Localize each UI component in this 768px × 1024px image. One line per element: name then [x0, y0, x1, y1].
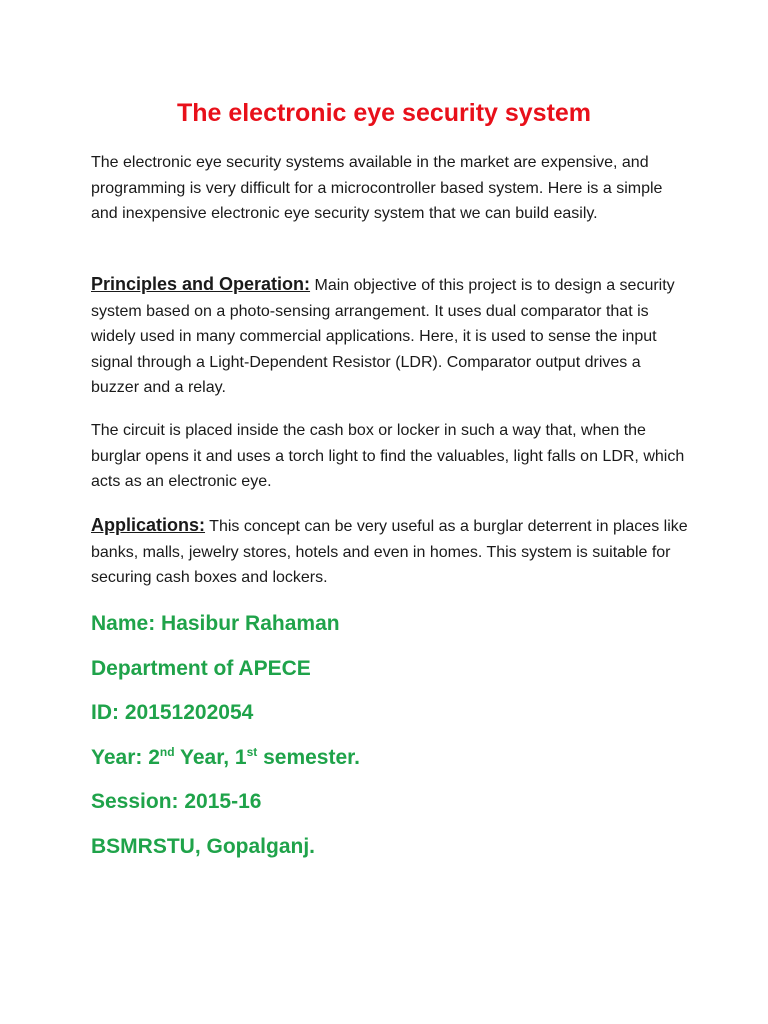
author-session: Session: 2015-16	[91, 790, 262, 813]
year-ordinal-1: nd	[159, 745, 175, 759]
principles-paragraph	[91, 272, 691, 401]
year-ordinal-2: st	[246, 745, 258, 759]
circuit-paragraph: The circuit is placed inside the cash box or locker in such a way that, when the burglar opens it and uses a torch light to find the valuables, light falls on LDR, which acts as an electronic eye.	[91, 422, 685, 490]
author-id: ID: 20151202054	[91, 701, 254, 724]
author-institution: BSMRSTU, Gopalganj.	[91, 835, 316, 858]
author-department: Department of APECE	[91, 657, 311, 680]
author-name: Name: Hasibur Rahaman	[91, 612, 340, 635]
applications-text: This concept can be very useful as a burglar deterrent in places like banks, malls, jewelry stores, hotels and even in homes. This system is suitable for securing cash boxes and lockers.	[91, 518, 688, 586]
year-middle: Year, 1	[174, 746, 247, 769]
applications-paragraph	[91, 513, 691, 591]
year-suffix: semester.	[257, 746, 361, 769]
author-year	[91, 744, 360, 772]
intro-paragraph: The electronic eye security systems available in the market are expensive, and programming is very difficult for a microcontroller based system. Here is a simple and inexpensive electronic eye security system that we can build easily.	[91, 154, 663, 222]
principles-text: Main objective of this project is to design a security system based on a photo-sensing arrangement. It uses dual comparator that is widely used in many commercial applications. Here, it is used to sense the input signal through a Light-Dependent Resistor (LDR). Comparator output drives a buzzer and a relay.	[91, 277, 675, 396]
document-title: The electronic eye security system	[176, 99, 592, 127]
year-prefix: Year: 2	[91, 746, 160, 769]
applications-heading: Applications:	[91, 515, 206, 535]
principles-heading: Principles and Operation:	[91, 274, 311, 294]
